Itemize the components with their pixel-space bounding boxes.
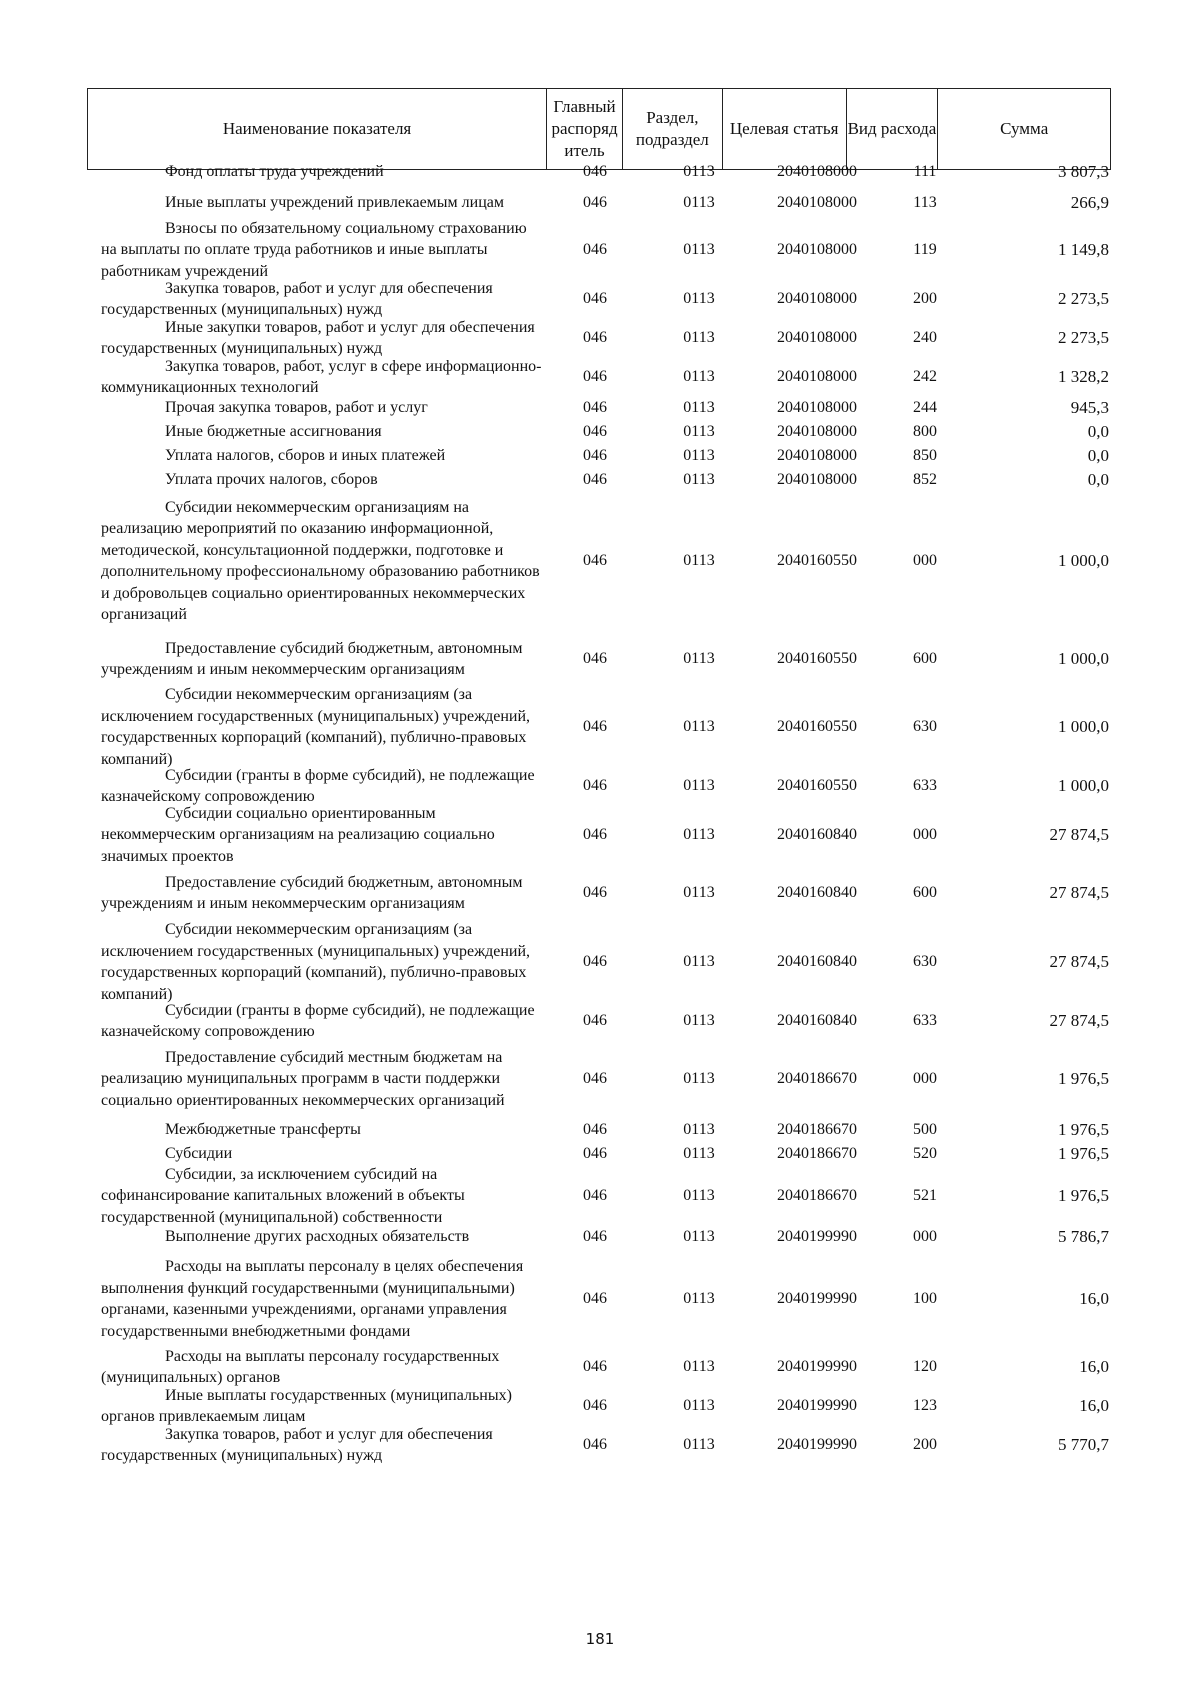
table-row xyxy=(87,1000,1111,1042)
row-name: Предоставление субсидий бюджетным, автономным учреждениям и иным некоммерческим организациям xyxy=(101,639,523,678)
row-expense-type: 000 xyxy=(913,552,937,569)
row-chief-manager: 046 xyxy=(583,1145,607,1162)
row-name: Субсидии (гранты в форме субсидий), не подлежащие казначейскому сопровождению xyxy=(101,1001,535,1040)
row-target-article: 2040199990 xyxy=(777,1397,857,1414)
row-sum: 5 786,7 xyxy=(1058,1227,1109,1246)
row-section: 0113 xyxy=(683,1228,715,1245)
row-target-article: 2040160550 xyxy=(777,552,857,569)
row-section: 0113 xyxy=(683,329,715,346)
row-name: Иные выплаты учреждений привлекаемым лицам xyxy=(165,194,505,212)
table-row xyxy=(87,861,1111,925)
table-row xyxy=(87,445,1111,467)
row-section: 0113 xyxy=(683,1070,715,1087)
row-sum: 2 273,5 xyxy=(1058,328,1109,347)
row-chief-manager: 046 xyxy=(583,884,607,901)
row-expense-type: 100 xyxy=(913,1290,937,1307)
table-row xyxy=(87,1424,1111,1466)
row-section: 0113 xyxy=(683,1187,715,1204)
row-expense-type: 244 xyxy=(913,399,937,416)
table-row xyxy=(87,421,1111,443)
table-row xyxy=(87,497,1111,625)
row-name: Субсидии (гранты в форме субсидий), не подлежащие казначейскому сопровождению xyxy=(101,766,535,805)
row-target-article: 2040186670 xyxy=(777,1121,857,1138)
row-sum: 945,3 xyxy=(1070,398,1109,417)
row-expense-type: 800 xyxy=(913,423,937,440)
row-expense-type: 111 xyxy=(913,163,937,180)
row-section: 0113 xyxy=(683,1436,715,1453)
row-expense-type: 000 xyxy=(913,1228,937,1245)
row-expense-type: 520 xyxy=(913,1145,937,1162)
row-expense-type: 600 xyxy=(913,650,937,667)
row-name: Субсидии социально ориентированным некоммерческим организациям на реализацию социально значимых проектов xyxy=(101,804,495,865)
table-header xyxy=(87,88,1111,170)
row-chief-manager: 046 xyxy=(583,718,607,735)
row-chief-manager: 046 xyxy=(583,1358,607,1375)
header-section: Раздел, подраздел xyxy=(623,89,723,169)
row-target-article: 2040108000 xyxy=(777,423,857,440)
table-row xyxy=(87,1143,1111,1165)
row-section: 0113 xyxy=(683,1121,715,1138)
row-chief-manager: 046 xyxy=(583,1290,607,1307)
row-section: 0113 xyxy=(683,194,715,211)
row-name: Уплата налогов, сборов и иных платежей xyxy=(165,447,446,465)
table-row xyxy=(87,684,1111,770)
row-target-article: 2040108000 xyxy=(777,290,857,307)
row-chief-manager: 046 xyxy=(583,471,607,488)
row-section: 0113 xyxy=(683,1358,715,1375)
row-section: 0113 xyxy=(683,953,715,970)
row-name: Выполнение других расходных обязательств xyxy=(165,1228,470,1246)
row-chief-manager: 046 xyxy=(583,552,607,569)
row-expense-type: 119 xyxy=(913,241,937,258)
row-sum: 1 976,5 xyxy=(1058,1120,1109,1139)
row-chief-manager: 046 xyxy=(583,1228,607,1245)
row-expense-type: 000 xyxy=(913,826,937,843)
row-expense-type: 120 xyxy=(913,1358,937,1375)
header-sum: Сумма xyxy=(1000,119,1049,138)
page-number: 181 xyxy=(585,1630,615,1648)
row-chief-manager: 046 xyxy=(583,650,607,667)
row-target-article: 2040108000 xyxy=(777,399,857,416)
table-row xyxy=(87,469,1111,491)
row-expense-type: 630 xyxy=(913,953,937,970)
row-name: Предоставление субсидий местным бюджетам на реализацию муниципальных программ в части поддержки социально ориентированных некоммерческих организаций xyxy=(101,1048,505,1109)
row-sum: 1 976,5 xyxy=(1058,1186,1109,1205)
table-row xyxy=(87,317,1111,359)
row-name: Расходы на выплаты персоналу государственных (муниципальных) органов xyxy=(101,1347,500,1386)
row-chief-manager: 046 xyxy=(583,1012,607,1029)
row-chief-manager: 046 xyxy=(583,423,607,440)
row-section: 0113 xyxy=(683,884,715,901)
row-target-article: 2040160550 xyxy=(777,718,857,735)
row-target-article: 2040160840 xyxy=(777,884,857,901)
row-sum: 1 976,5 xyxy=(1058,1069,1109,1088)
row-expense-type: 123 xyxy=(913,1397,937,1414)
row-name: Прочая закупка товаров, работ и услуг xyxy=(165,399,428,417)
row-target-article: 2040108000 xyxy=(777,163,857,180)
table-row xyxy=(87,803,1111,867)
row-section: 0113 xyxy=(683,777,715,794)
row-target-article: 2040199990 xyxy=(777,1358,857,1375)
row-chief-manager: 046 xyxy=(583,194,607,211)
row-target-article: 2040186670 xyxy=(777,1145,857,1162)
table-row xyxy=(87,161,1111,183)
row-chief-manager: 046 xyxy=(583,953,607,970)
row-expense-type: 630 xyxy=(913,718,937,735)
row-expense-type: 600 xyxy=(913,884,937,901)
row-name: Субсидии xyxy=(165,1145,233,1163)
row-chief-manager: 046 xyxy=(583,163,607,180)
header-chief-manager: Главный распоряд итель xyxy=(547,89,623,169)
table-row xyxy=(87,1245,1111,1353)
row-chief-manager: 046 xyxy=(583,1187,607,1204)
row-section: 0113 xyxy=(683,718,715,735)
row-name: Закупка товаров, работ и услуг для обеспечения государственных (муниципальных) нужд xyxy=(101,1425,493,1464)
row-sum: 266,9 xyxy=(1070,193,1109,212)
row-name: Субсидии некоммерческим организациям (за исключением государственных (муниципальных) учреждений, государственных корпораций (компаний), публично-правовых компаний) xyxy=(101,921,531,1003)
row-target-article: 2040108000 xyxy=(777,368,857,385)
row-chief-manager: 046 xyxy=(583,777,607,794)
row-chief-manager: 046 xyxy=(583,447,607,464)
row-expense-type: 633 xyxy=(913,1012,937,1029)
row-sum: 1 976,5 xyxy=(1058,1144,1109,1163)
row-name: Межбюджетные трансферты xyxy=(165,1121,361,1139)
row-target-article: 2040160550 xyxy=(777,650,857,667)
row-sum: 16,0 xyxy=(1079,1396,1109,1415)
row-expense-type: 240 xyxy=(913,329,937,346)
row-name: Субсидии некоммерческим организациям на реализацию мероприятий по оказанию информационной, методической, консультационной поддержки, подготовке и дополнительному профессиональному образованию работников и добровольцев социально ориентированных некоммерческих организаций xyxy=(101,498,540,623)
header-name: Наименование показателя xyxy=(88,89,547,169)
row-sum: 1 328,2 xyxy=(1058,367,1109,386)
row-name: Закупка товаров, работ, услуг в сфере информационно-коммуникационных технологий xyxy=(101,357,542,396)
header-target-article: Целевая статья xyxy=(723,89,847,169)
row-target-article: 2040108000 xyxy=(777,447,857,464)
row-expense-type: 633 xyxy=(913,777,937,794)
row-section: 0113 xyxy=(683,290,715,307)
row-sum: 27 874,5 xyxy=(1049,1011,1109,1030)
row-section: 0113 xyxy=(683,826,715,843)
row-target-article: 2040199990 xyxy=(777,1228,857,1245)
row-name: Субсидии некоммерческим организациям (за исключением государственных (муниципальных) учреждений, государственных корпораций (компаний), публично-правовых компаний) xyxy=(101,686,531,768)
row-target-article: 2040108000 xyxy=(777,329,857,346)
row-section: 0113 xyxy=(683,368,715,385)
row-target-article: 2040160840 xyxy=(777,1012,857,1029)
row-sum: 27 874,5 xyxy=(1049,825,1109,844)
row-section: 0113 xyxy=(683,163,715,180)
row-target-article: 2040160840 xyxy=(777,826,857,843)
row-sum: 0,0 xyxy=(1087,470,1109,489)
row-name: Иные выплаты государственных (муниципальных) органов привлекаемым лицам xyxy=(101,1386,512,1425)
row-name: Фонд оплаты труда учреждений xyxy=(165,163,384,181)
row-name: Закупка товаров, работ и услуг для обеспечения государственных (муниципальных) нужд xyxy=(101,279,493,318)
row-target-article: 2040186670 xyxy=(777,1070,857,1087)
row-chief-manager: 046 xyxy=(583,826,607,843)
row-sum: 16,0 xyxy=(1079,1289,1109,1308)
row-chief-manager: 046 xyxy=(583,241,607,258)
row-section: 0113 xyxy=(683,1145,715,1162)
row-chief-manager: 046 xyxy=(583,1121,607,1138)
row-section: 0113 xyxy=(683,399,715,416)
row-sum: 2 273,5 xyxy=(1058,289,1109,308)
row-target-article: 2040108000 xyxy=(777,194,857,211)
row-chief-manager: 046 xyxy=(583,329,607,346)
row-section: 0113 xyxy=(683,1012,715,1029)
row-chief-manager: 046 xyxy=(583,368,607,385)
row-name: Уплата прочих налогов, сборов xyxy=(165,471,378,489)
row-target-article: 2040186670 xyxy=(777,1187,857,1204)
row-chief-manager: 046 xyxy=(583,1397,607,1414)
row-section: 0113 xyxy=(683,241,715,258)
row-chief-manager: 046 xyxy=(583,290,607,307)
row-chief-manager: 046 xyxy=(583,1436,607,1453)
row-target-article: 2040108000 xyxy=(777,241,857,258)
row-sum: 3 807,3 xyxy=(1058,162,1109,181)
row-target-article: 2040108000 xyxy=(777,471,857,488)
table-row xyxy=(87,1164,1111,1228)
table-row xyxy=(87,627,1111,691)
row-chief-manager: 046 xyxy=(583,399,607,416)
row-expense-type: 113 xyxy=(913,194,937,211)
row-expense-type: 521 xyxy=(913,1187,937,1204)
table-row xyxy=(87,765,1111,807)
row-chief-manager: 046 xyxy=(583,1070,607,1087)
row-sum: 16,0 xyxy=(1079,1357,1109,1376)
row-target-article: 2040199990 xyxy=(777,1290,857,1307)
row-name: Субсидии, за исключением субсидий на софинансирование капитальных вложений в объекты государственной (муниципальной) собственности xyxy=(101,1165,465,1226)
row-sum: 5 770,7 xyxy=(1058,1435,1109,1454)
row-section: 0113 xyxy=(683,447,715,464)
header-expense-type: Вид расхода xyxy=(847,89,939,169)
row-name: Расходы на выплаты персоналу в целях обеспечения выполнения функций государственными (муниципальными) органами, казенными учреждениями, органами управления государственными внебюджетными фондами xyxy=(101,1258,524,1340)
table-row xyxy=(87,1119,1111,1141)
row-expense-type: 500 xyxy=(913,1121,937,1138)
row-expense-type: 200 xyxy=(913,290,937,307)
row-sum: 1 000,0 xyxy=(1058,649,1109,668)
row-sum: 0,0 xyxy=(1087,446,1109,465)
table-row xyxy=(87,218,1111,282)
table-row xyxy=(87,1047,1111,1111)
row-section: 0113 xyxy=(683,1290,715,1307)
row-expense-type: 852 xyxy=(913,471,937,488)
table-row xyxy=(87,1385,1111,1427)
table-row xyxy=(87,356,1111,398)
row-section: 0113 xyxy=(683,1397,715,1414)
row-target-article: 2040160840 xyxy=(777,953,857,970)
row-sum: 1 149,8 xyxy=(1058,240,1109,259)
row-name: Иные бюджетные ассигнования xyxy=(165,423,382,441)
row-sum: 1 000,0 xyxy=(1058,717,1109,736)
table-row xyxy=(87,1346,1111,1388)
table-row xyxy=(87,278,1111,320)
row-target-article: 2040199990 xyxy=(777,1436,857,1453)
row-section: 0113 xyxy=(683,471,715,488)
row-name: Взносы по обязательному социальному страхованию на выплаты по оплате труда работников и иные выплаты работникам учреждений xyxy=(101,219,527,280)
row-section: 0113 xyxy=(683,552,715,569)
row-name: Предоставление субсидий бюджетным, автономным учреждениям и иным некоммерческим организациям xyxy=(101,873,523,912)
row-sum: 0,0 xyxy=(1087,422,1109,441)
row-sum: 27 874,5 xyxy=(1049,883,1109,902)
row-sum: 1 000,0 xyxy=(1058,776,1109,795)
row-sum: 27 874,5 xyxy=(1049,952,1109,971)
row-section: 0113 xyxy=(683,650,715,667)
row-expense-type: 000 xyxy=(913,1070,937,1087)
row-expense-type: 850 xyxy=(913,447,937,464)
row-target-article: 2040160550 xyxy=(777,777,857,794)
row-section: 0113 xyxy=(683,423,715,440)
table-row xyxy=(87,397,1111,419)
row-name: Иные закупки товаров, работ и услуг для обеспечения государственных (муниципальных) нужд xyxy=(101,318,535,357)
table-row xyxy=(87,192,1111,214)
row-sum: 1 000,0 xyxy=(1058,551,1109,570)
row-expense-type: 242 xyxy=(913,368,937,385)
row-expense-type: 200 xyxy=(913,1436,937,1453)
table-row xyxy=(87,919,1111,1005)
